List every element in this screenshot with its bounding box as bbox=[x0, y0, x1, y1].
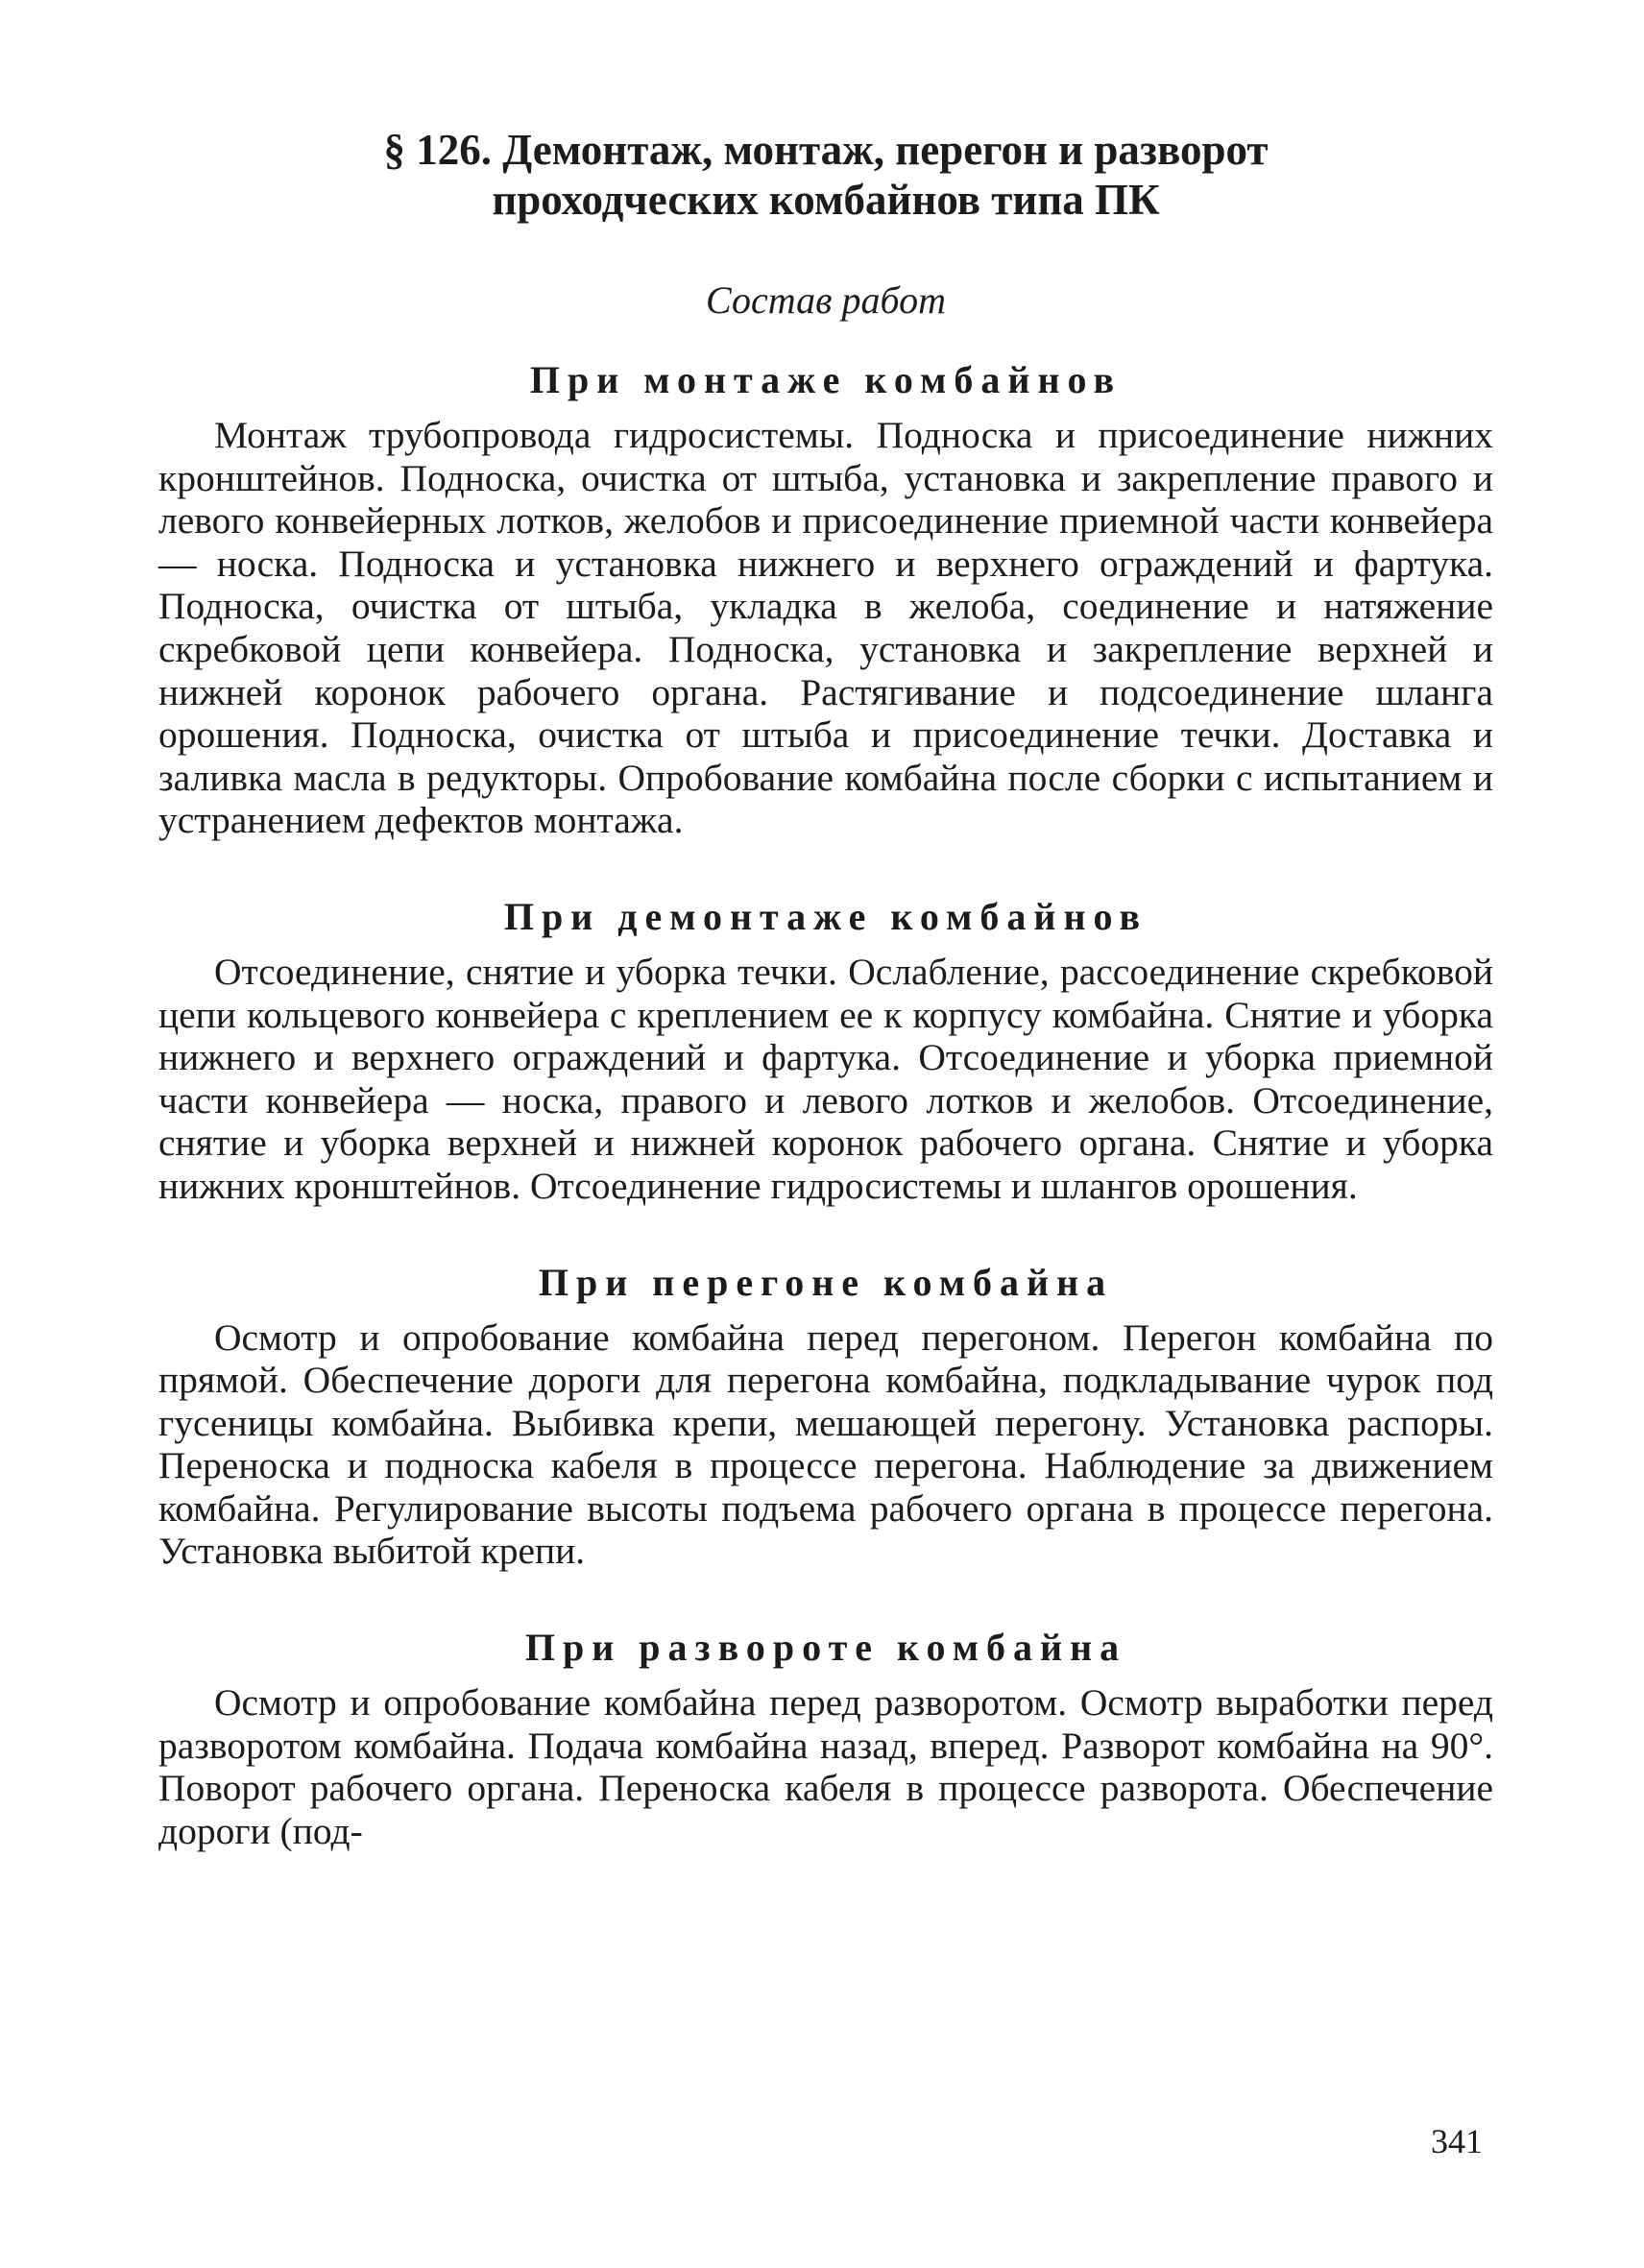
paragraph-turning: Осмотр и опробование комбайна перед разворотом. Осмотр выработки перед разворотом комбайна. Подача комбайна назад, вперед. Разворот комбайна на 90°. Поворот рабочего органа. Переноска кабеля в процессе разворота. Обеспечение дороги (под- bbox=[158, 1681, 1493, 1852]
section-title-relocation: При перегоне комбайна bbox=[538, 1260, 1114, 1304]
section-title-turning: При развороте комбайна bbox=[524, 1626, 1127, 1670]
section-heading: § 126. Демонтаж, монтаж, перегон и разворот проходческих комбайнов типа ПК bbox=[383, 126, 1269, 224]
page-content bbox=[158, 125, 1493, 1852]
page-number: 341 bbox=[1431, 2122, 1483, 2160]
subtitle-work-composition: Состав работ bbox=[706, 278, 946, 322]
section-title-mounting: При монтаже комбайнов bbox=[529, 358, 1123, 401]
paragraph-dismounting: Отсоединение, снятие и уборка течки. Ослабление, рассоединение скребковой цепи кольцевого конвейера с креплением ее к корпусу комбайна. Снятие и уборка нижнего и верхнего ограждений и фартука. Отсоединение и уборка приемной части конвейера — носка, правого и левого лотков и желобов. Отсоединение, снятие и уборка верхней и нижней коронок рабочего органа. Снятие и уборка нижних кронштейнов. Отсоединение гидросистемы и шлангов орошения. bbox=[158, 950, 1493, 1207]
paragraph-relocation: Осмотр и опробование комбайна перед перегоном. Перегон комбайна по прямой. Обеспечение дороги для перегона комбайна, подкладывание чурок под гусеницы комбайна. Выбивка крепи, мешающей перегону. Установка распоры. Переноска и подноска кабеля в процессе перегона. Наблюдение за движением комбайна. Регулирование высоты подъема рабочего органа в процессе перегона. Установка выбитой крепи. bbox=[158, 1315, 1493, 1573]
paragraph-mounting: Монтаж трубопровода гидросистемы. Подноска и присоединение нижних кронштейнов. Подноска, очистка от штыба, установка и закрепление правого и левого конвейерных лотков, желобов и присоединение приемной части конвейера — носка. Подноска и установка нижнего и верхнего ограждений и фартука. Подноска, очистка от штыба, укладка в желоба, соединение и натяжение скребковой цепи конвейера. Подноска, установка и закрепление верхней и нижней коронок рабочего органа. Растягивание и подсоединение шланга орошения. Подноска, очистка от штыба и присоединение течки. Доставка и заливка масла в редукторы. Опробование комбайна после сборки с испытанием и устранением дефектов монтажа. bbox=[158, 414, 1493, 842]
section-title-dismounting: При демонтаже комбайнов bbox=[503, 894, 1148, 938]
